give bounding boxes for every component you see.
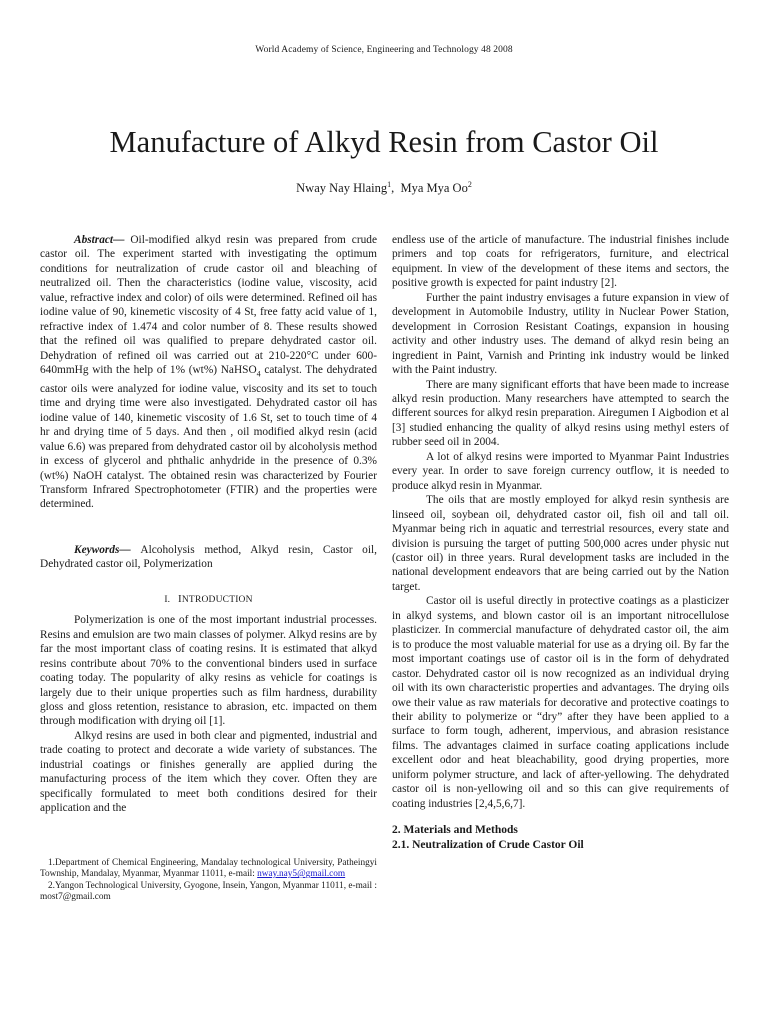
paper-title: Manufacture of Alkyd Resin from Castor Oil (109, 125, 659, 159)
abstract-text-cont: catalyst. The dehydrated castor oils were analyzed for iodine value, viscosity and its set to touch time and drying time were also investigated. Dehydrated castor oil has iodine value of 140, kinemetic viscosity of 1.6 St, set to touch time of 4 hr and drying time of 5 days. And then , oil modified alkyd resin (acid value 6.6) was prepared from dehydrated castor oil by alcoholysis method in excess of glycerol and phthalic anhydride in the presence of 0.3% (wt%) NaOH catalyst. The obtained resin was characterized by Fourier Transform Infrared Spectrophotometer (FTIR) and the properties were determined. (40, 364, 377, 511)
subsection-heading-neutralization: 2.1. Neutralization of Crude Castor Oil (392, 838, 584, 851)
section-title-rest: NTRODUCTION (181, 594, 253, 605)
keywords-label: Keywords (74, 543, 120, 556)
footnote-1-email-link[interactable]: nway.nay5@gmail.com (257, 869, 346, 880)
footnote-1 (40, 858, 377, 881)
abstract (40, 233, 377, 512)
section-heading-materials-methods: 2. Materials and Methods (392, 824, 518, 837)
author-2: Mya Mya Oo (400, 181, 468, 196)
right-column (392, 233, 729, 852)
author-2-affiliation-mark: 2 (467, 180, 472, 189)
right-paragraph-4: A lot of alkyd resins were imported to Myanmar Paint Industries every year. In order to save foreign currency outflow, it is needed to produce alkyd resin in Myanmar. (392, 450, 729, 492)
keywords-dash: — (119, 543, 141, 556)
right-paragraph-3: There are many significant efforts that have been made to increase alkyd resin production. Many researchers have attempted to search the different sources for alkyd resin preparation. Airegumen I Aigbodion et al [3] studied enhancing the quality of alkyd resins using methyl esters of rubber seed oil in 2004. (392, 378, 729, 449)
section-heading-introduction (40, 592, 377, 607)
abstract-subscript: 4 (256, 369, 261, 379)
author-separator: , (391, 181, 401, 196)
footnote-2: 2.Yangon Technological University, Gyogone, Insein, Yangon, Myanmar 11011, e-mail : most7@gmail.com (40, 880, 378, 903)
right-paragraph-6: Castor oil is useful directly in protective coatings as a plasticizer in alkyd systems, and blown castor oil is an important nitrocellulose plasticizer. In commercial manufacture of dehydrated castor oil, the aim is to produce the most valuable material for use as a drying oil. By far the most important coatings use of castor oil is in the form of dehydrated castor. Dehydrated castor oil is now recognized as an individual drying oil with its own characteristic properties and advantages. The drying oils owe their value as raw materials for decorative and protective coatings to their ability to polymerize or “dry” after they have been applied to a surface to form tough, adherent, impervious, and abrasion resistance films. The advantages claimed in surface coating applications include excellent odor and heat bleachability, good drying properties, more uniform polymer structure, and lack of after-yellowing. The dehydrated castor oil is non-yellowing oil and so this can give requirements of coating industries [2,4,5,6,7]. (392, 595, 729, 810)
intro-paragraph-2: Alkyd resins are used in both clear and pigmented, industrial and trade coating to protect and decorate a wide variety of substances. The industrial coatings or finishes generally are applied during the manufacturing process of the item which they cover. Often they are specifically formulated to meet both conditions desired for their application and the (40, 729, 377, 815)
section-first-letter: I (178, 592, 182, 605)
intro-paragraph-1: Polymerization is one of the most important industrial processes. Resins and emulsion are two main classes of polymer. Alkyd resins are by far the most important class of coating resins. It is estimated that alkyd resins contribute about 70% to the conventional binders used in surface coating today. The popularity of alky resins as vehicle for coatings is largely due to their unique properties such as film hardness, durability gloss and gloss retention, resistance to abrasion, etc. impacted on them through modification with drying oil [1]. (40, 614, 377, 728)
right-paragraph-5: The oils that are mostly employed for alkyd resin synthesis are linseed oil, soybean oil, dehydrated castor oil, fish oil and tall oil. Myanmar being rich in aquatic and terrestrial resources, every state and division is pursuing the target of putting 500,000 acres under physic nut (castor oil) in three years. Rural development tasks are included in the national development endeavors that are being carried out by the Nation target. (392, 494, 729, 593)
right-paragraph-2: Further the paint industry envisages a future expansion in view of development in Automobile Industry, utility in Nuclear Power Station, development in Corrosion Resistant Coatings, expansion in housing activity and other industry uses. The demand of alkyd resin being an ingredient in Paint, Varnish and Printing ink industry would be linked with the Paint industry. (392, 291, 729, 377)
footnotes (40, 858, 377, 904)
keywords-text: Alcoholysis method, Alkyd resin, Castor oil, Dehydrated castor oil, Polymerization (40, 543, 377, 571)
right-paragraph-1: endless use of the article of manufacture. The industrial finishes include primers and top coats for refrigerators, furniture, and electrical equipment. In view of the development of these items and sectors, the positive growth is expected for paint industry [2]. (392, 234, 729, 290)
left-column (40, 233, 377, 904)
abstract-label: Abstract (74, 234, 114, 246)
author-1: Nway Nay Hlaing (296, 181, 388, 196)
section-number: I. (164, 594, 171, 605)
author-line (0, 180, 768, 196)
keywords (40, 543, 377, 572)
running-header: World Academy of Science, Engineering and Technology 48 2008 (255, 45, 513, 55)
footnote-1-text: 1.Department of Chemical Engineering, Mandalay technological University, Patheingyi Township, Mandalay, Myanmar, Myanmar 11011, e-mail: (40, 857, 377, 880)
author-1-affiliation-mark: 1 (387, 180, 392, 189)
abstract-text: Oil-modified alkyd resin was prepared from crude castor oil. The experiment started with investigating the optimum conditions for neutralization of crude castor oil and bleaching of neutralized oil. Then the characteristics (iodine value, viscosity, acid value, refractive index and color) of oils were determined. Refined oil has iodine value of 90, kinemetic viscosity of 4 St, free fatty acid value of 1, refractive index of 1.474 and color number of 8. These results showed that the refined oil was qualified to prepare dehydrated castor oil. Dehydration of refined oil was carried out at 210-220°C under 600-640mmHg with the help of 1% (wt%) NaHSO (40, 234, 377, 377)
abstract-dash: — (113, 234, 131, 246)
